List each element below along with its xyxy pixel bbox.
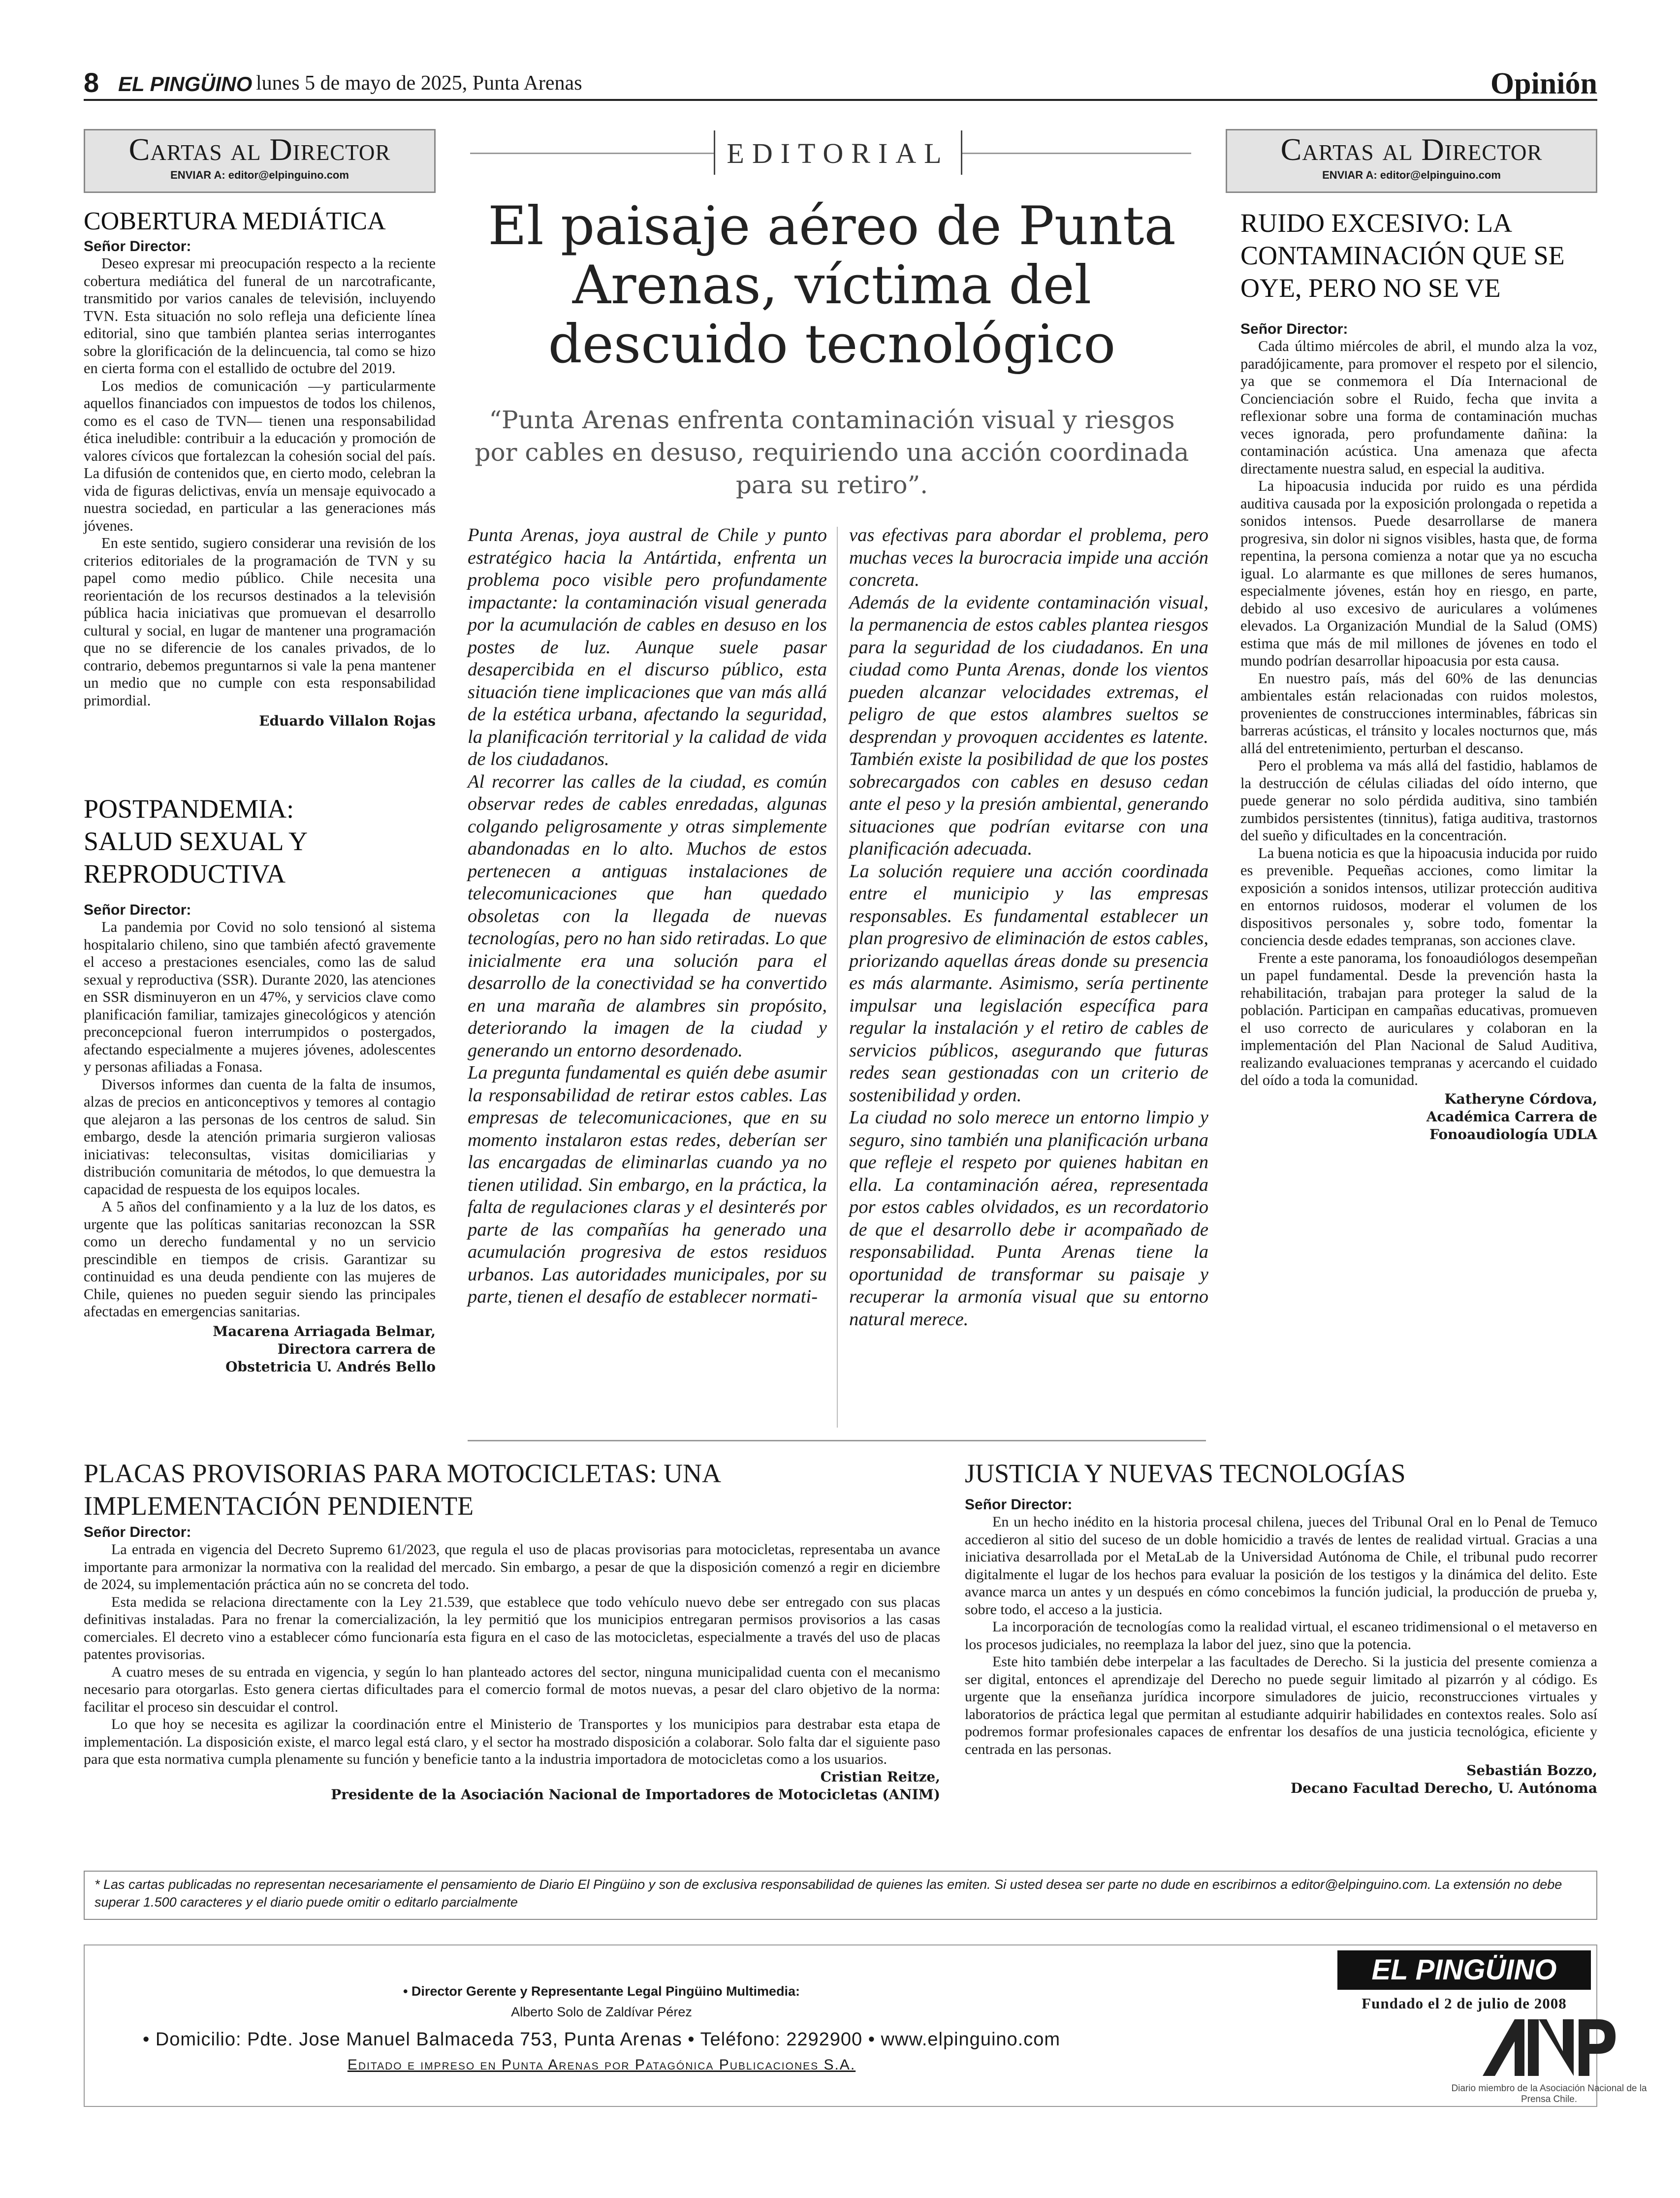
header-logo: EL PINGÜINO [118,72,253,96]
paragraph: La pregunta fundamental es quién debe asumir la responsabilidad de retirar estos cables. Las empresas de telecomunicaciones, que en su momento instalaron estas redes, deberían ser las encargadas de eliminarlas cuando ya no tienen utilidad. Sin embargo, en la práctica, la falta de regulaciones claras y el desinterés por parte de las compañías ha generado una acumulación progresiva de estos residuos urbanos. Las autoridades municipales, por su parte, tienen el desafío de establecer normati- [468,1062,827,1307]
paragraph: Los medios de comunicación —y particularmente aquellos financiados con impuestos de todos los chilenos, como es el caso de TVN— tienen una responsabilidad ética ineludible: contribuir a la educación y promoción de valores cívicos que fortalezcan la cohesión social del país. La difusión de contenidos que, en cierto modo, celebran la vida de figuras delictivas, envía un mensaje equivocado a nuestra sociedad, en particular a las generaciones más jóvenes. [84,377,436,534]
cartas-title: Cartas al Director [1280,132,1543,167]
cartas-email: ENVIAR A: editor@elpinguino.com [1322,169,1501,181]
letter-salutation: Señor Director: [84,902,191,918]
paragraph: Esta medida se relaciona directamente con la Ley 21.539, que establece que todo vehículo nuevo debe ser entregado con sus placas definitivas instaladas. Para no frenar la comercialización, la ley permitió que los municipios entregaran permisos provisorios a las casas comerciales. El decreto vino a establecer cómo funcionaría esta figura en el caso de las motocicletas, especialmente a través del uso de placas patentes provisorias. [84,1593,940,1662]
cartas-header-left [84,129,436,193]
paragraph: Pero el problema va más allá del fastidio, hablamos de la destrucción de células ciliadas del oído interno, que puede generar no solo pérdida auditiva, sino también zumbidos persistentes (tinnitus), fatiga auditiva, trastornos del sueño y dificultades en la concentración. [1240,757,1597,844]
page-number: 8 [84,67,99,98]
printed-line: Editado e impreso en Punta Arenas por Patagónica Publicaciones S.A. [347,2057,856,2073]
address-line: • Domicilio: Pdte. Jose Manuel Balmaceda 753, Punta Arenas • Teléfono: 2292900 • www.elpinguino.com [142,2029,1061,2050]
section-name: Opinión [1490,67,1597,100]
letter-title: COBERTURA MEDIÁTICA [84,207,386,235]
column-divider [837,527,838,1428]
signature-line: Decano Facultad Derecho, U. Autónoma [1290,1780,1597,1796]
paragraph: La entrada en vigencia del Decreto Supremo 61/2023, que regula el uso de placas provisorias para motocicletas, representaba un avance importante para armonizar la normativa con la realidad del mercado. Sin embargo, a pesar de que la disposición comenzó a regir en diciembre de 2024, su implementación práctica aún no se concreta del todo. [84,1541,940,1593]
page-header [84,66,1597,101]
editorial-bottom-rule [468,1440,1206,1441]
founded-date: Fundado el 2 de julio de 2008 [1362,1995,1567,2012]
paragraph: A cuatro meses de su entrada en vigencia, y según lo han planteado actores del sector, ninguna municipalidad cuenta con el mecanismo necesario para otorgarlas. Esto genera ciertas dificultades para el comercio formal de motos nuevas, a pesar del claro objetivo de la norma: facilitar el proceso sin descuidar el control. [84,1663,940,1715]
paragraph: A 5 años del confinamiento y a la luz de los datos, es urgente que las políticas sanitarias reconozcan la SSR como un derecho fundamental y no un servicio prescindible en tiempos de crisis. Garantizar su continuidad es una deuda pendiente con las mujeres de Chile, quienes no pueden seguir siendo las principales afectadas en emergencias sanitarias. [84,1198,436,1320]
paragraph: La ciudad no solo merece un entorno limpio y seguro, sino también una planificación urbana que refleje el respeto por quienes habitan en ella. La contaminación aérea, representada por estos cables olvidados, es un recordatorio de que el desarrollo debe ir acompañado de responsabilidad. Punta Arenas tiene la oportunidad de transformar su paisaje y recuperar la armonía visual que su entorno natural merece. [849,1107,1208,1330]
cartas-email: ENVIAR A: editor@elpinguino.com [170,169,349,181]
paragraph: Al recorrer las calles de la ciudad, es común observar redes de cables enredadas, algunas colgando peligrosamente y otras simplemente abandonadas en lo alto. Muchos de estos pertenecen a antiguas instalaciones de telecomunicaciones que han quedado obsoletas con la llegada de nuevas tecnologías, pero no han sido retiradas. Lo que inicialmente era una solución para el desarrollo de la conectividad se ha convertido en una maraña de alambres sin propósito, deteriorando la imagen de la ciudad y generando un entorno desordenado. [468,771,827,1061]
letter-ruido [1240,207,1597,1144]
letter-signature: Eduardo Villalon Rojas [259,713,436,729]
paragraph: La incorporación de tecnologías como la realidad virtual, el escaneo tridimensional o el metaverso en los procesos judiciales, no reemplaza la labor del juez, sino que la potencia. [965,1619,1597,1653]
letter-title: JUSTICIA Y NUEVAS TECNOLOGÍAS [965,1459,1406,1488]
letter-body [84,919,436,1321]
signature-line: Cristian Reitze, [820,1768,940,1785]
letter-body [965,1513,1597,1758]
letter-signature [965,1762,1597,1797]
letter-signature [84,1768,940,1804]
letter-title: RUIDO EXCESIVO: LA CONTAMINACIÓN QUE SE OYE, PERO NO SE VE [1240,208,1565,303]
masthead-footer [84,1944,1647,2107]
letter-body [84,255,436,709]
paragraph: Este hito también debe interpelar a las facultades de Derecho. Si la justicia del presente comienza a ser digital, entonces el aprendizaje del Derecho no puede seguir limitado al pizarrón y al código. Es urgente que la enseñanza jurídica incorpore simuladores de juicio, reconstrucciones virtuales y laboratorios de práctica legal que permitan al estudiante adquirir habilidades en contextos reales. Solo así podremos formar profesionales capaces de enfrentar los desafíos de una justicia tecnológica, eficiente y centrada en las personas. [965,1654,1597,1757]
letter-body [1240,338,1597,1089]
anp-caption: Diario miembro de la Asociación Nacional de la Prensa Chile. [1451,2083,1647,2104]
paragraph: Cada último miércoles de abril, el mundo alza la voz, paradójicamente, para promover el respeto por el silencio, ya que se conmemora el Día Internacional de Concienciación sobre el Ruido, fecha que invita a reflexionar sobre una forma de contaminación muchas veces ignorada, pero profundamente dañina: la contaminación acústica. Una amenaza que afecta directamente nuestra salud, en especial la auditiva. [1240,338,1597,477]
disclaimer: * Las cartas publicadas no representan necesariamente el pensamiento de Diario El Pingüino y son de exclusiva responsabilidad de quienes las emiten. Si usted desea ser parte no dude en escribirnos a editor@elpinguino.com. La extensión no debe superar 1.500 caracteres y el diario puede omitir o editarlo parcialmente [84,1871,1597,1920]
paragraph: La solución requiere una acción coordinada entre el municipio y las empresas responsables. Es fundamental establecer un plan progresivo de eliminación de estos cables, priorizando aquellas áreas donde su presencia es más alarmante. Asimismo, sería pertinente impulsar una legislación específica para regular la instalación y el retiro de cables de servicios públicos, asegurando que futuras redes sean gestionadas con un criterio de sostenibilidad y orden. [849,860,1208,1106]
paragraph: En este sentido, sugiero considerar una revisión de los criterios editoriales de la programación de TVN y su papel como medio público. Chile necesita una reorientación de los recursos destinados a la televisión pública hacia iniciativas que promuevan el desarrollo cultural y social, en lugar de mantener una programación que no se diferencie de los canales privados, de lo contrario, debemos preguntarnos si vale la pena mantener un medio que no cumple con esta responsabilidad primordial. [84,535,436,709]
cartas-title: Cartas al Director [128,132,391,167]
paragraph: La buena noticia es que la hipoacusia inducida por ruido es prevenible. Pequeñas acciones, como limitar la exposición a sonidos intensos, utilizar protección auditiva en entornos ruidosos, moderar el volumen de los dispositivos personales y, sobre todo, fomentar la conciencia desde edades tempranas, son acciones clave. [1240,844,1597,949]
signature-line: Académica Carrera de [1426,1108,1597,1125]
director-name: Alberto Solo de Zaldívar Pérez [511,2005,692,2019]
signature-line: Fonoaudiología UDLA [1429,1126,1597,1143]
editorial-column-1 [468,524,827,1308]
signature-line: Katheryne Córdova, [1444,1090,1597,1107]
letter-title: PLACAS PROVISORIAS PARA MOTOCICLETAS: UNA IMPLEMENTACIÓN PENDIENTE [84,1459,720,1521]
paragraph: Deseo expresar mi preocupación respecto a la reciente cobertura mediática del funeral de un narcotraficante, transmitido por varios canales de televisión, incluyendo TVN. Esta situación no solo refleja una deficiente línea editorial, sino que también plantea serias interrogantes sobre la glorificación de la delincuencia, tal como se hizo en cierta forma con el estallido de octubre del 2019. [84,255,436,377]
paragraph: La hipoacusia inducida por ruido es una pérdida auditiva causada por la exposición prolongada o repetida a sonidos intensos. Puede desarrollarse de manera progresiva, sin dolor ni signos visibles, hasta que, de forma repentina, la persona comienza a notar que ya no escucha igual. Lo alarmante es que millones de seres humanos, especialmente jóvenes, están hoy en riesgo, en parte, debido al uso excesivo de auriculares a volúmenes elevados. La Organización Mundial de la Salud (OMS) estima que más de mil millones de jóvenes en todo el mundo podrían desarrollar hipoacusia por esta causa. [1240,478,1597,669]
paragraph: Frente a este panorama, los fonoaudiólogos desempeñan un papel fundamental. Desde la prevención hasta la rehabilitación, trabajan para proteger la salud de la población. Participan en campañas educativas, promueven el uso correcto de auriculares y colaboran en la implementación del Plan Nacional de Salud Auditiva, realizando evaluaciones tempranas y acercando el cuidado del oído a toda la comunidad. [1240,949,1597,1088]
cartas-header-right [1226,129,1597,193]
editorial-rule-left [470,153,714,154]
director-line: • Director Gerente y Representante Legal Pingüino Multimedia: [403,1984,800,1999]
paragraph: Además de la evidente contaminación visual, la permanencia de estos cables plantea riesgos para la seguridad de los ciudadanos. En una ciudad como Punta Arenas, donde los vientos pueden alcanzar velocidades extremas, el peligro de que estos alambres sueltos se desprendan y provoquen accidentes es latente. También existe la posibilidad de que los postes sobrecargados con cables en desuso cedan ante el peso y la presión ambiental, generando situaciones que podrían evitarse con una planificación adecuada. [849,592,1208,859]
signature-line: Obstetricia U. Andrés Bello [225,1358,436,1375]
letter-signature [1240,1090,1597,1144]
letter-salutation: Señor Director: [1240,321,1348,337]
letter-justicia [965,1457,1597,1797]
letter-postpandemia [84,793,436,1376]
letter-cobertura [84,207,436,730]
editorial-column-2 [849,524,1208,1331]
letter-salutation: Señor Director: [84,1524,191,1540]
signature-line: Directora carrera de [277,1340,436,1357]
paragraph: Lo que hoy se necesita es agilizar la coordinación entre el Ministerio de Transportes y los municipios para destrabar esta etapa de implementación. La disposición existe, el marco legal está claro, y el sector ha mostrado disposición a colaborar. Solo falta dar el siguiente paso para que esta normativa cumpla plenamente su función y beneficie tanto a la industria importadora de motocicletas como a los usuarios. [84,1716,940,1767]
editorial-pull-quote: “Punta Arenas enfrenta contaminación visual y riesgos por cables en desuso, requiriendo una acción coordinada para su retiro”. [475,406,1189,499]
letter-body [84,1541,940,1768]
letter-salutation: Señor Director: [965,1497,1073,1513]
editorial-headline: El paisaje aéreo de Punta Arenas, víctima del descuido tecnológico [488,195,1176,375]
signature-line: Sebastián Bozzo, [1466,1762,1597,1779]
paragraph: vas efectivas para abordar el problema, pero muchas veces la burocracia impide una acción concreta. [849,525,1208,590]
anp-logo-icon [1473,2014,1620,2078]
editorial-label: EDITORIAL [727,137,950,169]
letter-title: POSTPANDEMIA: SALUD SEXUAL Y REPRODUCTIVA [84,794,307,889]
letter-placas [84,1457,940,1804]
paragraph: En nuestro país, más del 60% de las denuncias ambientales están relacionadas con ruidos molestos, provenientes de construcciones interminables, fábricas sin barreras acústicas, el tránsito y locales nocturnos que, más allá del entretenimiento, perturban el descanso. [1240,669,1597,757]
signature-line: Macarena Arriagada Belmar, [213,1323,436,1339]
paragraph: Punta Arenas, joya austral de Chile y punto estratégico hacia la Antártida, enfrenta un problema poco visible pero profundamente impactante: la contaminación visual generada por la acumulación de cables en desuso en los postes de luz. Aunque suele pasar desapercibida en el discurso público, esta situación tiene implicaciones que van más allá de la estética urbana, afectando la seguridad, la planificación territorial y la calidad de vida de los ciudadanos. [468,525,827,769]
editorial-rule-right [962,153,1191,154]
paragraph: En un hecho inédito en la historia procesal chilena, jueces del Tribunal Oral en lo Penal de Temuco accedieron al sitio del suceso de un doble homicidio a través de lentes de realidad virtual. Gracias a una iniciativa desarrollada por el MetaLab de la Universidad Autónoma de Chile, el tribunal pudo recorrer digitalmente el lugar de los hechos para evaluar la posición de los testigos y la dinámica del delito. Este avance marca un antes y un después en cómo concebimos la función judicial, la producción de prueba y, sobre todo, el acceso a la justicia. [965,1514,1597,1618]
paragraph: Diversos informes dan cuenta de la falta de insumos, alzas de precios en anticonceptivos y temores al contagio que alejaron a las personas de los centros de salud. Sin embargo, desde la atención primaria surgieron valiosas iniciativas: teleconsultas, visitas domiciliarias y distribución comunitaria de métodos, lo que demuestra la capacidad de respuesta de los equipos locales. [84,1076,436,1198]
letter-salutation: Señor Director: [84,238,191,255]
footer-logo: EL PINGÜINO [1337,1950,1591,1990]
header-date-place: lunes 5 de mayo de 2025, Punta Arenas [256,72,582,95]
letter-signature [84,1323,436,1376]
paragraph: La pandemia por Covid no solo tensionó al sistema hospitalario chileno, sino que también afectó gravemente el acceso a prestaciones esenciales, como las de salud sexual y reproductiva (SSR). Durante 2020, las atenciones en SSR disminuyeron en un 47%, y servicios clave como planificación familiar, tamizajes ginecológicos y atención preconcepcional fueron interrumpidos o postergados, afectando especialmente a mujeres jóvenes, adolescentes y personas afiliadas a Fonasa. [84,919,436,1075]
signature-line: Presidente de la Asociación Nacional de Importadores de Motocicletas (ANIM) [331,1786,940,1803]
